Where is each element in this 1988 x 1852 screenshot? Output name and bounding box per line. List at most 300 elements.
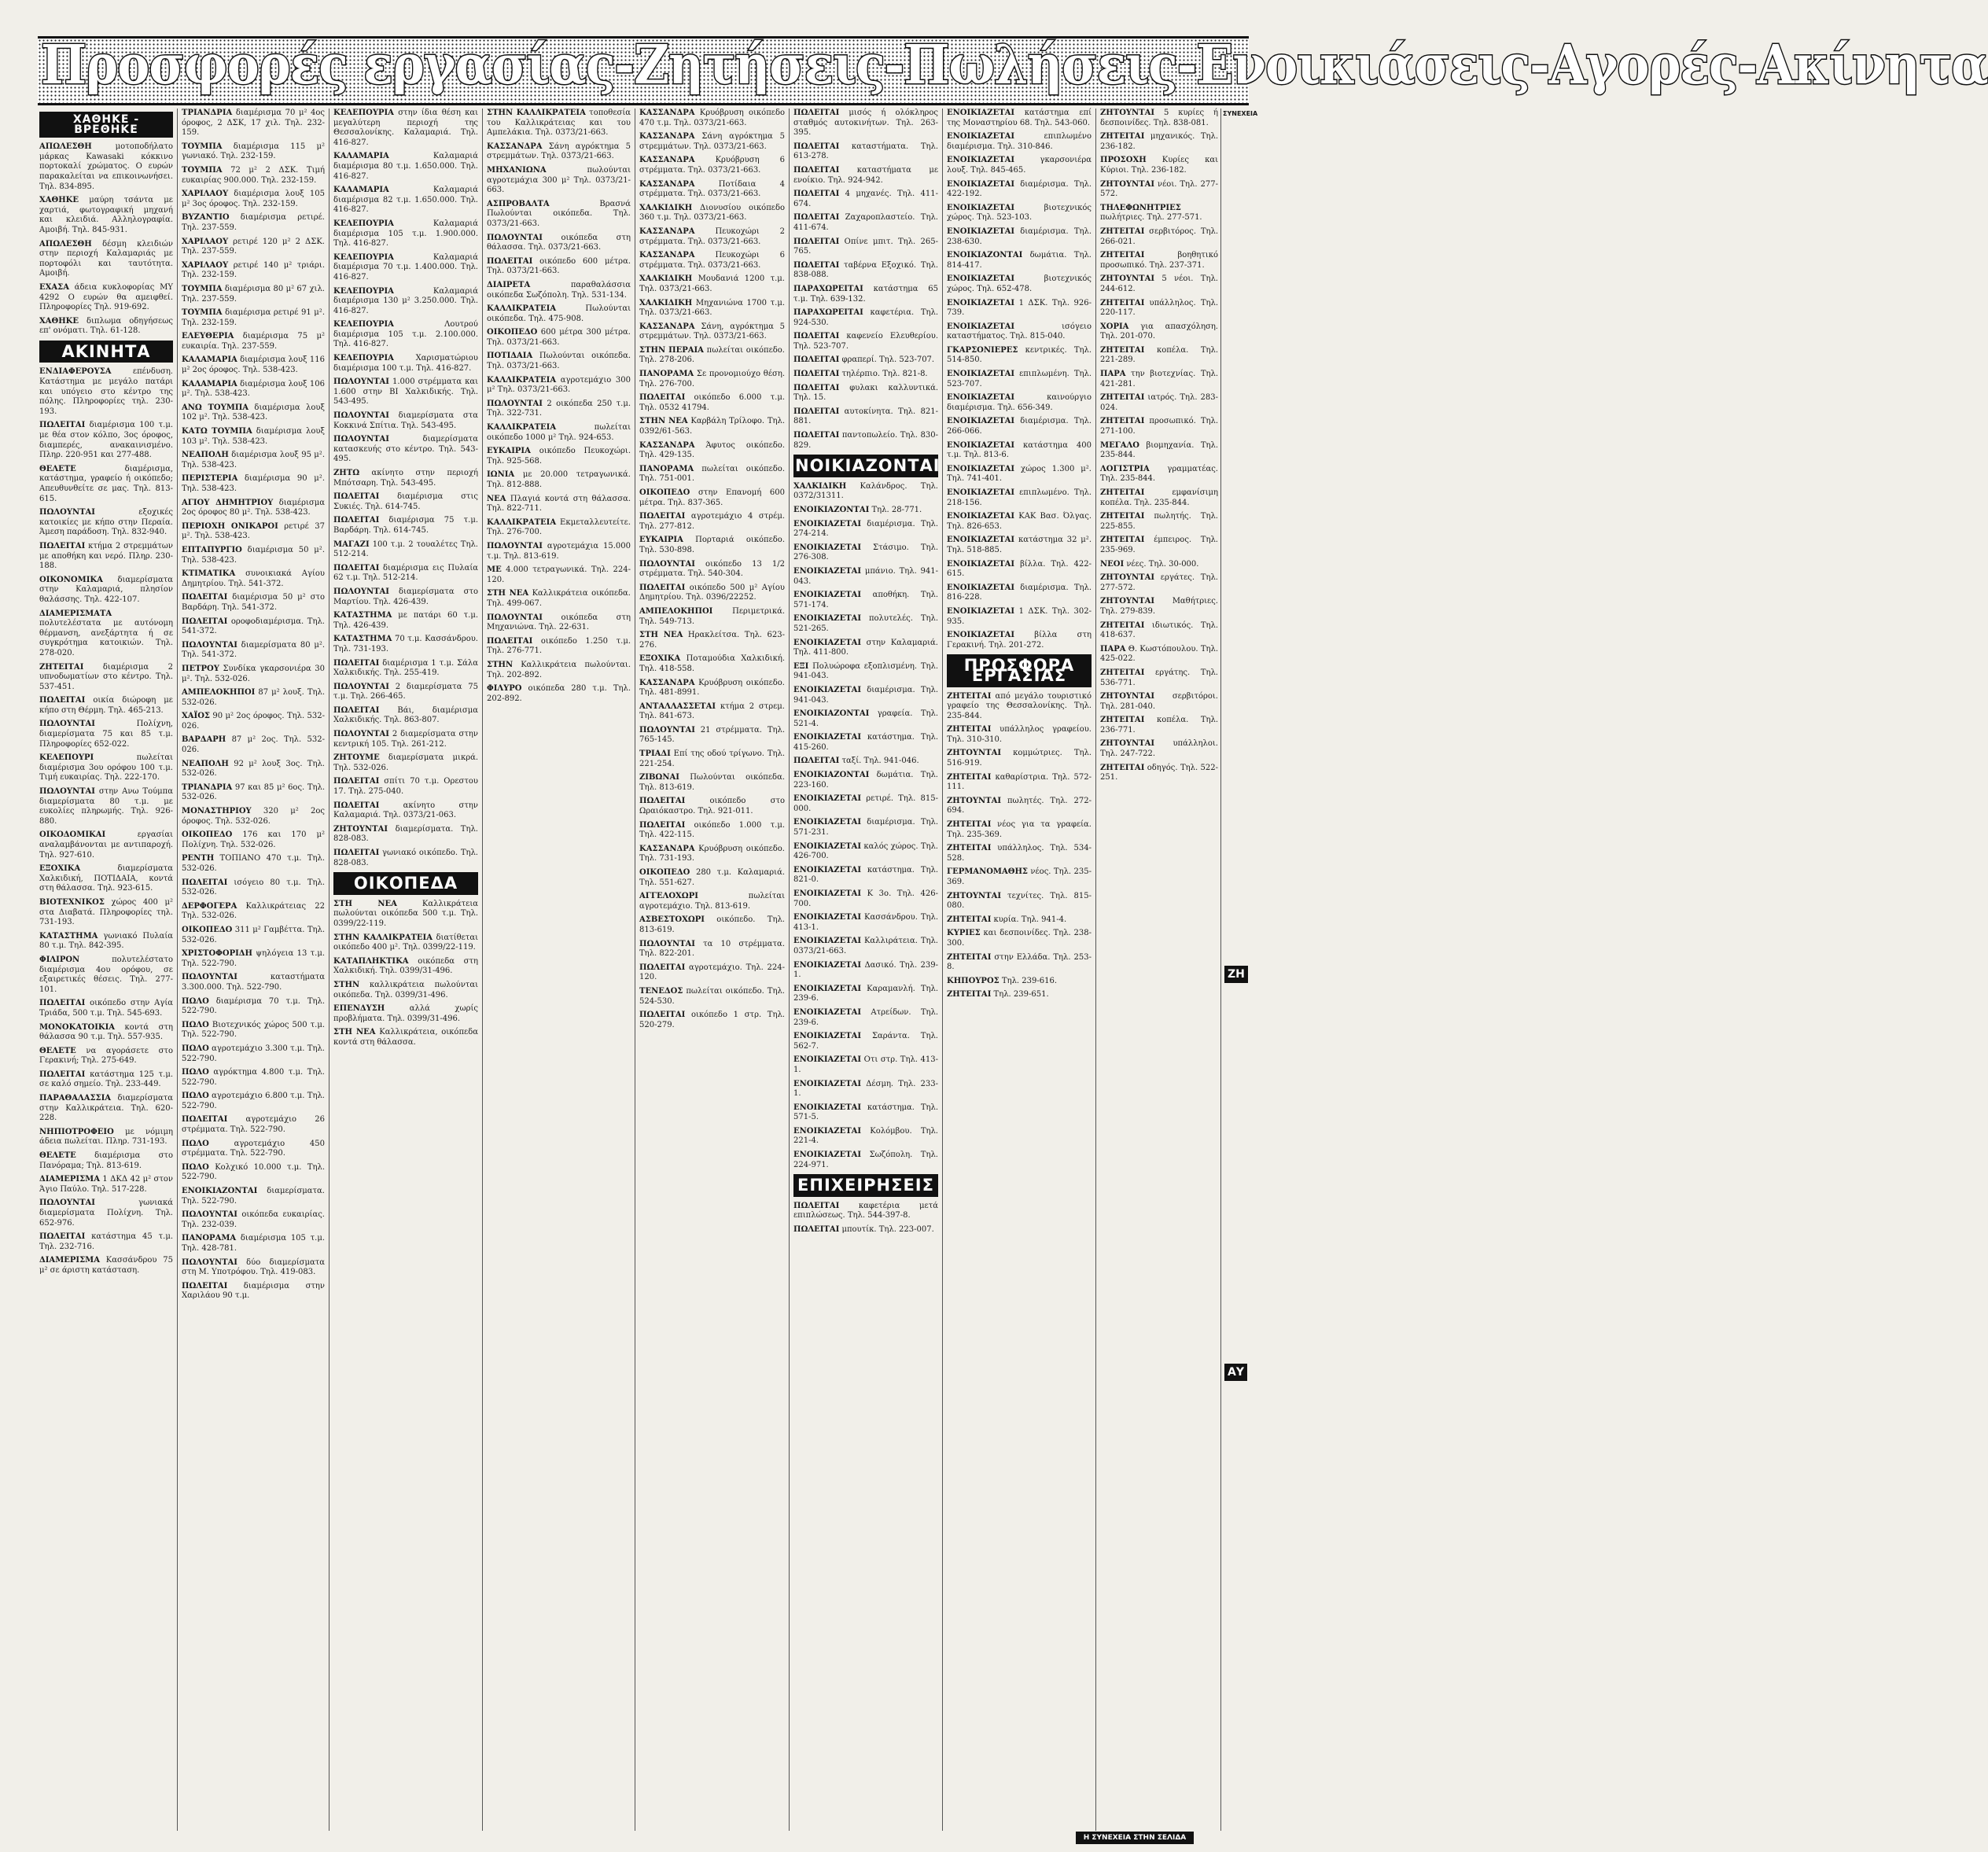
classified-ad (639, 1011, 785, 1030)
ad-text: βίλλα στη Γερακινή. Τηλ. 201-272. (947, 631, 1092, 650)
classified-ad (1100, 227, 1218, 247)
ad-text: πωλείται οικόπεδο. Τηλ. 751-001. (639, 464, 785, 484)
ad-lead-word: ΕΝΟΙΚΙΑΖΕΤΑΙ (793, 841, 862, 851)
classified-ad (793, 889, 938, 909)
classified-ad (333, 287, 478, 317)
ad-text: κατάστημα 45 τ.μ. Τηλ. 232-716. (39, 1232, 173, 1251)
classified-ad (947, 607, 1092, 627)
ad-lead-word: ΚΑΛΛΙΚΡΑΤΕΙΑ (487, 423, 557, 433)
classified-ad (947, 299, 1092, 318)
classified-ad (639, 346, 785, 366)
classified-ad (487, 613, 631, 633)
ad-lead-word: ΠΩΛΕΙΤΑΙ (487, 256, 533, 266)
ad-lead-word: ΕΝΟΙΚΙΑΖΕΤΑΙ (947, 370, 1015, 379)
classified-ad (487, 352, 631, 371)
classified-ad (333, 152, 478, 182)
classified-ad (333, 825, 478, 845)
classified-ad (793, 794, 938, 814)
ad-text: τα 10 στρέμματα. Τηλ. 822-201. (639, 939, 785, 959)
ad-text: Κρυόβρυση οικόπεδο 470 τ.μ. Τηλ. 0373/21-663. (639, 109, 785, 127)
ad-text: Κολχικό 10.000 τ.μ. Τηλ. 522-790. (182, 1162, 325, 1182)
ad-lead-word: ΚΗΠΟΥΡΟΣ (947, 976, 1000, 985)
lost-found-list (39, 142, 173, 337)
ad-lead-word: ΠΩΛΟ (182, 1068, 209, 1077)
classified-ad (487, 328, 631, 348)
ad-lead-word: ΣΤΗΝ ΚΑΛΛΙΚΡΑΤΕΙΑ (333, 933, 433, 942)
ad-lead-word: ΧΑΘΗΚΕ (39, 196, 79, 205)
ad-text: Ατρείδων. Τηλ. 239-6. (793, 1007, 938, 1027)
classified-ad (947, 109, 1092, 128)
ad-text: εξοχικές κατοικίες με κήπο στην Περαία. Άμεση παράδοση. Τηλ. 832-940. (39, 508, 173, 537)
classified-ad (947, 180, 1092, 200)
ad-text: Οτι στρ. Τηλ. 413-1. (793, 1055, 938, 1074)
ad-text: αγροτεμάχιο 450 στρέμματα. Τηλ. 522-790. (182, 1139, 325, 1158)
ad-lead-word: ΕΝΟΙΚΙΑΖΕΤΑΙ (793, 1126, 862, 1136)
classified-ad (39, 421, 173, 460)
classified-ad (1100, 621, 1218, 641)
classified-ad (639, 274, 785, 294)
classified-ad (487, 234, 631, 253)
ad-text: διαμέρισμα στην Χαριλάου 90 τ.μ. (182, 1281, 325, 1301)
ad-lead-word: ΕΝΟΙΚΙΑΖΟΝΤΑΙ (947, 251, 1023, 260)
ad-text: οικόπεδα 280 τ.μ. Τηλ. 202-892. (487, 684, 631, 703)
ad-lead-word: ΖΗΤΟΥΝΤΑΙ (947, 891, 1002, 900)
ad-lead-word: ΚΑΛΑΜΑΡΙΑ (182, 355, 237, 365)
classified-ad (639, 417, 785, 436)
classified-ad (333, 492, 478, 512)
ad-lead-word: ΠΩΛΕΙΤΑΙ (793, 370, 840, 379)
classified-ad (39, 1151, 173, 1171)
ad-text: διαμερίσματα Χαλκιδική, ΠΟΤΙΔΑΙΑ, κοντά στη θάλασσα. Τηλ. 923-615. (39, 864, 173, 893)
classified-ad (1100, 597, 1218, 617)
ad-text: Εκμεταλλευτείτε. Τηλ. 276-700. (487, 517, 631, 537)
ad-lead-word: ΠΩΛΕΙΤΑΙ (39, 999, 86, 1008)
classified-ad (639, 465, 785, 484)
classified-ad (1100, 299, 1218, 318)
classified-ad (793, 190, 938, 209)
classified-ad (39, 283, 173, 313)
ad-text: διαμέρισμα λουξ 116 μ² 2ος όροφος. Τηλ. 538-423. (182, 355, 325, 375)
ad-lead-word: ΒΙΟΤΕΧΝΙΚΟΣ (39, 897, 105, 907)
ad-text: διαμέρισμα ρετιρέ 91 μ². Τηλ. 232-159. (182, 308, 325, 327)
classified-ad (333, 611, 478, 631)
ad-text: υπάλληλος γραφείου. Τηλ. 310-310. (947, 725, 1092, 744)
classified-ad (487, 142, 631, 162)
classified-ad (333, 981, 478, 1000)
classified-ad (793, 591, 938, 610)
ad-lead-word: ΖΗΤΟΥΝΤΑΙ (1100, 739, 1155, 749)
classified-ad (39, 932, 173, 952)
ad-text: κατάστημα. Τηλ. 415-260. (793, 733, 938, 752)
ad-lead-word: ΠΩΛΕΙΤΑΙ (333, 849, 380, 857)
ad-lead-word: ΔΙΑΜΕΡΙΣΜΑ (39, 1256, 100, 1265)
classified-ad (1100, 417, 1218, 436)
ad-text: σερβιτόροι. Τηλ. 281-040. (1100, 692, 1218, 711)
classified-ad (793, 686, 938, 705)
ad-lead-word: ΕΝΟΙΚΙΑΖΕΤΑΙ (793, 638, 862, 647)
ad-lead-word: ΚΕΛΕΠΟΥΡΙΑ (333, 219, 394, 228)
ad-text: οροφοδιαμέρισμα. Τηλ. 541-372. (182, 617, 325, 636)
ad-lead-word: ΖΗΤΕΙΤΑΙ (947, 725, 992, 735)
ad-lead-word: ΧΑΛΚΙΔΙΚΗ (639, 274, 693, 284)
ad-text: διαμέρισμα λουξ 105 μ² 3ος όροφος. Τηλ. 232-159. (182, 190, 325, 208)
classified-ad (1100, 370, 1218, 389)
classified-ad (182, 546, 325, 565)
ad-text: άδεια κυκλοφορίας ΜΥ 4292 Ο ευρών θα αμειφθεί. Πληροφορίες Τηλ. 919-692. (39, 282, 173, 312)
classified-ad (487, 447, 631, 466)
ad-lead-word: ΜΟΝΟΚΑΤΟΙΚΙΑ (39, 1022, 116, 1032)
ad-text: για απασχόληση. Τηλ. 201-070. (1100, 322, 1218, 341)
ad-text: γωνιακά διαμερίσματα Πολίχνη. Τηλ. 652-976. (39, 1198, 173, 1228)
ad-lead-word: ΕΝΟΙΚΙΑΖΕΤΑΙ (793, 614, 862, 624)
ad-text: βιοτεχνικός χώρος. Τηλ. 652-478. (947, 274, 1092, 293)
ad-lead-word: ΧΑΡΙΛΑΟΥ (182, 260, 229, 270)
classified-ad (333, 109, 478, 148)
ad-text: διαμέρισμα 1 τ.μ. Σάλα Χαλκιδικής. Τηλ. 255-419. (333, 658, 478, 678)
classified-ad (793, 614, 938, 634)
ad-text: διαμέρισμα. Τηλ. 266-066. (947, 417, 1092, 436)
ad-text: με νόμιμη άδεια πωλείται. Πληρ. 731-193. (39, 1127, 173, 1147)
ad-text: δωμάτια. Τηλ. 814-417. (947, 251, 1092, 270)
ad-lead-word: ΠΑΝΟΡΑΜΑ (182, 1234, 237, 1243)
ad-text: καφετέρια. Τηλ. 924-530. (793, 308, 938, 327)
ad-text: πωλητές. Τηλ. 272-694. (947, 796, 1092, 816)
classified-ad (182, 261, 325, 281)
classified-ad (947, 488, 1092, 508)
ad-lead-word: ΖΗΤΕΙΤΑΙ (1100, 251, 1145, 260)
classified-ad (1100, 668, 1218, 688)
ad-lead-word: ΔΙΑΙΡΕΤΑ (487, 280, 531, 289)
ad-lead-word: ΚΕΛΕΠΟΥΡΙΑ (333, 252, 394, 262)
edge-section-label: ΑΥ (1224, 1364, 1247, 1381)
ad-lead-word: ΕΝΟΙΚΙΑΖΕΤΑΙ (947, 393, 1015, 403)
ad-lead-word: ΠΩΛΕΙΤΑΙ (39, 1070, 86, 1079)
classified-ad (333, 659, 478, 679)
classified-ad (182, 1115, 325, 1135)
classified-ad (182, 735, 325, 755)
classified-ad (1100, 346, 1218, 366)
classified-ad (333, 377, 478, 407)
ad-text: 311 μ² Γαμβέττα. Τηλ. 532-026. (182, 925, 325, 944)
ad-lead-word: ΠΩΛΕΙΤΑΙ (793, 142, 840, 151)
ad-text: καθαρίστρια. Τηλ. 572-111. (947, 772, 1092, 792)
ad-lead-word: ΑΓΙΟΥ ΔΗΜΗΤΡΙΟΥ (182, 498, 274, 507)
classified-ad (639, 845, 785, 864)
ad-lead-word: ΑΓΓΕΛΟΧΩΡΙ (639, 892, 698, 901)
classified-ad (39, 508, 173, 538)
classifieds-list (333, 109, 478, 868)
ad-lead-word: ΖΗΤΟΥΜΕ (333, 753, 380, 763)
ad-text: πωλείται οικόπεδο 1000 μ² Τηλ. 924-653. (487, 423, 631, 442)
ad-text: κτήμα 2 στρεμ. Τηλ. 841-673. (639, 701, 785, 721)
ad-text: Ηρακλείτσα. Τηλ. 623-276. (639, 631, 785, 650)
classified-ad (182, 332, 325, 352)
ad-text: δωμάτια. Τηλ. 223-160. (793, 771, 938, 790)
ad-text: μοτοποδήλατο μάρκας Kawasaki κόκκινο πορτοκαλί χρώματος. Ο ευρών παρακαλείται να επικοινωνήσει. Τηλ. 834-895. (39, 142, 173, 191)
ad-lead-word: ΕΝΟΙΚΙΑΖΕΤΑΙ (793, 960, 862, 970)
ad-lead-word: ΚΕΛΕΠΟΥΡΙΑ (333, 320, 394, 330)
classified-ad (947, 929, 1092, 948)
ad-lead-word: ΠΩΛΟΥΝΤΑΙ (182, 973, 237, 982)
ad-lead-word: ΠΩΛΕΙΤΑΙ (182, 1115, 228, 1125)
classified-ad (793, 1103, 938, 1123)
ad-lead-word: ΖΗΤΕΙΤΑΙ (947, 691, 992, 701)
classified-ad (333, 186, 478, 215)
ad-lead-word: ΠΩΛΕΙΤΑΙ (39, 421, 86, 430)
classified-ad (333, 469, 478, 488)
ad-lead-word: ΕΝΟΙΚΙΑΖΕΤΑΙ (947, 440, 1015, 450)
classified-ad (39, 1198, 173, 1228)
classified-ad (947, 915, 1092, 926)
ad-text: οικόπεδο 1 στρ. Τηλ. 520-279. (639, 1011, 785, 1029)
classified-ad (793, 961, 938, 981)
ad-lead-word: ΧΑΛΚΙΔΙΚΗ (793, 481, 847, 491)
ad-lead-word: ΠΩΛΕΙΤΑΙ (39, 541, 86, 550)
ad-text: προσωπικό. Τηλ. 271-100. (1100, 417, 1218, 436)
ad-lead-word: ΟΙΚΟΠΕΔΟ (639, 488, 690, 497)
ad-text: και δεσποινίδες. Τηλ. 238-300. (947, 929, 1092, 948)
classified-ad (182, 878, 325, 898)
ad-text: διαμερίσματα στην Καλλικράτεια. Τηλ. 620-228. (39, 1094, 173, 1123)
ad-lead-word: ΚΑΣΣΑΝΔΡΑ (639, 226, 695, 236)
ad-text: διαμέρισμα. Τηλ. 274-214. (793, 519, 938, 539)
classified-ad (487, 399, 631, 419)
ad-text: κυρία. Τηλ. 941-4. (991, 915, 1067, 924)
classified-ad (947, 953, 1092, 973)
ad-text: εργάτης. Τηλ. 536-771. (1100, 668, 1218, 687)
ad-text: Δασικό. Τηλ. 239-1. (793, 960, 938, 980)
ad-lead-word: ΚΑΣΣΑΝΔΡΑ (639, 109, 695, 117)
ad-text: 2 διαμερίσματα 75 τ.μ. Τηλ. 266-465. (333, 682, 478, 701)
ad-text: Επί της οδού τρίγωνο. Τηλ. 221-254. (639, 749, 785, 768)
ad-lead-word: ΑΣΠΡΟΒΑΛΤΑ (487, 199, 550, 208)
ad-lead-word: ΧΑΪΟΣ (182, 712, 210, 721)
ad-text: διαμέρισμα 2ος όροφος 80 μ². Τηλ. 538-423. (182, 498, 325, 517)
ad-lead-word: ΕΝΟΙΚΙΑΖΕΤΑΙ (793, 865, 862, 874)
classified-ad (947, 797, 1092, 816)
classified-ad (182, 641, 325, 661)
classified-ad (793, 1225, 938, 1235)
ad-lead-word: ΤΡΙΑΔΙ (639, 749, 671, 759)
classified-ad (333, 706, 478, 726)
ad-lead-word: ΖΗΤΕΙΤΑΙ (947, 915, 992, 924)
classified-ad (947, 512, 1092, 532)
ad-text: διαμέρισμα. Τηλ. 941-043. (793, 685, 938, 705)
ad-lead-word: ΓΕΡΜΑΝΟΜΑΘΗΣ (947, 867, 1028, 877)
classified-ad (182, 973, 325, 992)
classified-ad (182, 1210, 325, 1230)
ad-lead-word: ΠΩΛΟΥΝΤΑΙ (487, 613, 543, 622)
ad-lead-word: ΖΗΤΕΙΤΑΙ (1100, 417, 1145, 426)
classified-ad (947, 892, 1092, 911)
ad-lead-word: ΠΩΛΟΥΝΤΑΙ (39, 787, 95, 797)
ad-lead-word: ΚΕΛΕΠΟΥΡΙΑ (333, 354, 394, 363)
ad-text: οικόπεδο 500 μ² Αγίου Δημητρίου. Τηλ. 0396/22252. (639, 583, 785, 602)
ad-lead-word: ΠΩΛΟΥΝΤΑΙ (182, 1210, 237, 1220)
ad-text: Κ 3ο. Τηλ. 426-700. (793, 889, 938, 908)
ad-text: Κολόμβου. Τηλ. 221-4. (793, 1126, 938, 1146)
ad-lead-word: ΧΟΡΙΑ (1100, 322, 1129, 331)
classified-ad (182, 1140, 325, 1159)
ad-lead-word: ΦΙΛΥΡΟ (487, 684, 522, 694)
businesses-list (793, 1202, 938, 1235)
ad-text: Σωζόπολη. Τηλ. 224-971. (793, 1151, 938, 1169)
ad-lead-word: ΜΗΧΑΝΙΩΝΑ (487, 165, 547, 175)
ad-text: διαμερίσματα μικρά. Τηλ. 532-026. (333, 753, 478, 772)
classified-ad (793, 407, 938, 427)
classified-ad (1100, 204, 1218, 223)
classified-ad (793, 757, 938, 767)
classifieds-list (182, 109, 325, 1302)
ad-text: 1 ΔΚΔ 42 μ² στον Άγιο Παύλο. Τηλ. 517-228. (39, 1175, 173, 1194)
ad-text: οικόπεδο 600 μέτρα. Τηλ. 0373/21-663. (487, 256, 631, 276)
classified-ad (333, 801, 478, 821)
ad-text: Καλαμαριά διαμέρισμα 105 τ.μ. 1.900.000. Τηλ. 416-827. (333, 219, 478, 249)
ad-text: ισόγειο 80 τ.μ. Τηλ. 532-026. (182, 878, 325, 897)
ad-text: εργασίαι αναλαμβάνονται με αντιπαροχή. Τηλ. 927-610. (39, 830, 173, 860)
ad-lead-word: ΕΝΟΙΚΙΑΖΕΤΑΙ (793, 1151, 862, 1160)
classified-ad (639, 773, 785, 793)
classified-ad (1100, 274, 1218, 294)
ad-lead-word: ΕΝΟΙΚΙΑΖΕΤΑΙ (793, 1055, 862, 1065)
classified-ad (793, 543, 938, 563)
ad-lead-word: ΖΗΤΕΙΤΑΙ (1100, 763, 1145, 772)
ad-text: οικόπεδο στο Ωραιόκαστρο. Τηλ. 921-011. (639, 797, 785, 816)
ad-lead-word: ΕΝΟΙΚΙΑΖΕΤΑΙ (947, 631, 1015, 640)
classified-ad (793, 142, 938, 162)
ad-lead-word: ΕΝΔΙΑΦΕΡΟΥΣΑ (39, 367, 112, 377)
classified-ad (39, 1047, 173, 1066)
classified-ad (639, 227, 785, 247)
ad-lead-word: ΠΩΛΕΙΤΑΙ (793, 165, 840, 175)
classified-ad (947, 227, 1092, 247)
classified-ad (639, 393, 785, 413)
ad-lead-word: ΠΩΛΟΥΝΤΑΙ (182, 640, 237, 650)
section-header-plots: ΟΙΚΟΠΕΔΑ (333, 872, 478, 895)
ad-text: 97 και 85 μ² 6ος. Τηλ. 532-026. (182, 782, 325, 802)
classified-ad (39, 196, 173, 235)
column-rule (482, 109, 483, 1831)
ad-lead-word: ΕΝΟΙΚΙΑΖΕΤΑΙ (793, 913, 862, 922)
classified-ad (487, 166, 631, 196)
ad-text: 4.000 τετραγωνικά. Τηλ. 224-120. (487, 565, 631, 584)
classified-ad (182, 926, 325, 945)
classified-ad (182, 1258, 325, 1278)
ad-lead-word: ΑΜΠΕΛΟΚΗΠΟΙ (182, 688, 256, 698)
classified-ad (947, 560, 1092, 580)
classified-ad (333, 540, 478, 560)
classified-ad (1100, 739, 1218, 759)
ad-text: διαμέρισμα 80 μ² 67 χιλ. Τηλ. 237-559. (182, 284, 325, 304)
ad-text: βοηθητικό προσωπικό. Τηλ. 237-371. (1100, 251, 1218, 270)
ad-lead-word: ΘΕΛΕΤΕ (39, 1151, 76, 1161)
ad-text: πωλήτριες. Τηλ. 277-571. (1100, 213, 1202, 223)
classified-ad (1100, 393, 1218, 413)
classified-ad (793, 866, 938, 885)
ad-lead-word: ΕΝΟΙΚΙΑΖΕΤΑΙ (947, 559, 1015, 569)
ad-text: κτήμα 2 στρεμμάτων με αποθήκη και νερό. Πληρ. 230-188. (39, 541, 173, 571)
ad-text: καινούργιο διαμέρισμα. Τηλ. 656-349. (947, 393, 1092, 412)
ad-text: ιδιωτικός. Τηλ. 418-637. (1100, 620, 1218, 640)
classified-ad (182, 1234, 325, 1254)
classified-ad (793, 384, 938, 403)
classified-ad (182, 380, 325, 399)
ad-lead-word: ΖΗΤΕΙΤΑΙ (1100, 345, 1145, 355)
ad-lead-word: ΠΩΛΕΙΤΑΙ (793, 383, 840, 392)
classified-ad (1100, 441, 1218, 461)
ad-lead-word: ΠΩΛΕΙΤΑΙ (39, 1232, 86, 1242)
ad-text: 21 στρέμματα. Τηλ. 765-145. (639, 725, 785, 745)
ad-lead-word: ΠΩΛΟΥΝΤΑΙ (333, 730, 389, 739)
ad-text: Χαρισματώριου διαμέρισμα 100 τ.μ. Τηλ. 416-827. (333, 354, 478, 373)
ad-text: διαμερίσματα. Τηλ. 828-083. (333, 824, 478, 844)
classified-ad (182, 712, 325, 731)
ad-lead-word: ΠΩΛΕΙΤΑΙ (639, 1011, 686, 1020)
classified-ad (39, 576, 173, 606)
ad-text: Διονυσίου οικόπεδο 360 τ.μ. Τηλ. 0373/21-663. (639, 203, 785, 223)
banner-title: Προσφορές εργασίας-Ζητήσεις-Πωλήσεις-Ενοικιάσεις-Αγορές-Ακίνητα (41, 34, 1988, 97)
ad-text: Ζαχαροπλαστείο. Τηλ. 411-674. (793, 213, 938, 232)
ad-text: οικόπεδα στη Μηχανιώνα. Τηλ. 22-631. (487, 613, 631, 632)
ad-lead-word: ΖΗΤΕΙΤΑΙ (1100, 132, 1145, 142)
classified-ad (793, 482, 938, 502)
ad-lead-word: ΕΠΤΑΠΥΡΓΙΟ (182, 545, 242, 554)
rentals-list (793, 482, 938, 1170)
classified-ad (947, 536, 1092, 555)
classified-ad (333, 957, 478, 977)
section-header-job-offers: ΠΡΟΣΦΟΡΑ ΕΡΓΑΣΙΑΣ (947, 654, 1092, 687)
page-banner (38, 34, 1988, 105)
ad-lead-word: ΕΝΟΙΚΙΑΖΟΝΤΑΙ (793, 506, 870, 514)
ad-lead-word: ΜΑΓΑΖΙ (333, 539, 370, 549)
ad-text: διαμέρισμα λουξ 106 μ². Τηλ. 538-423. (182, 379, 325, 399)
ad-lead-word: ΠΩΛΕΙΤΑΙ (639, 583, 686, 592)
classified-ad (639, 702, 785, 722)
ad-lead-word: ΕΝΟΙΚΙΑΖΟΝΤΑΙ (793, 771, 870, 780)
ad-lead-word: ΕΝΟΙΚΙΑΖΕΤΑΙ (947, 417, 1015, 426)
ad-text: ακίνητο στην περιοχή Μπότσαρη. Τηλ. 543-495. (333, 469, 478, 488)
classified-ad (1100, 465, 1218, 484)
ad-text: διαμέρισμα 75 τ.μ. Βαρδάρη. Τηλ. 614-745. (333, 516, 478, 535)
ad-text: οικόπεδο. Τηλ. 813-619. (639, 915, 785, 934)
classified-ad (947, 749, 1092, 768)
job-offers-list (947, 692, 1092, 1000)
classified-ad (793, 166, 938, 186)
column-5 (639, 109, 785, 1829)
classified-ad (333, 435, 478, 465)
ad-lead-word: ΖΗΤΕΙΤΑΙ (1100, 393, 1145, 403)
ad-lead-word: ΠΩΛΟ (182, 1044, 209, 1053)
ad-lead-word: ΠΩΛΕΙΤΑΙ (793, 355, 840, 365)
ad-lead-word: ΕΝΟΙΚΙΑΖΕΤΑΙ (793, 937, 862, 946)
classified-ad (182, 499, 325, 518)
ad-text: κομμώτριες. Τηλ. 516-919. (947, 749, 1092, 768)
ad-lead-word: ΕΝΟΙΚΙΑΖΕΤΑΙ (947, 322, 1015, 331)
ad-lead-word: ΠΕΡΙΣΤΕΡΙΑ (182, 474, 238, 484)
classified-ad (639, 631, 785, 650)
ad-text: Σάνη αγρόκτημα 5 στρεμμάτων. Τηλ. 0373/21-663. (487, 142, 631, 161)
ad-text: διαμερίσματα στα Κοκκινά Σπίτια. Τηλ. 543-495. (333, 411, 478, 430)
classified-ad (333, 1004, 478, 1024)
classified-ad (947, 867, 1092, 887)
classified-ad (182, 617, 325, 637)
ad-text: Πορταριά οικόπεδο. Τηλ. 530-898. (639, 536, 785, 554)
ad-text: παντοπωλείο. Τηλ. 830-829. (793, 431, 938, 450)
ad-text: Πλαγιά κοντά στη θάλασσα. Τηλ. 822-711. (487, 494, 631, 514)
ad-text: Πολίχνη, διαμερίσματα 75 και 85 τ.μ. Πληροφορίες 652-022. (39, 720, 173, 749)
ad-lead-word: ΣΤΗΝ (487, 660, 514, 669)
ad-text: κοντά στη θάλασσα 90 τ.μ. Τηλ. 557-935. (39, 1022, 173, 1042)
